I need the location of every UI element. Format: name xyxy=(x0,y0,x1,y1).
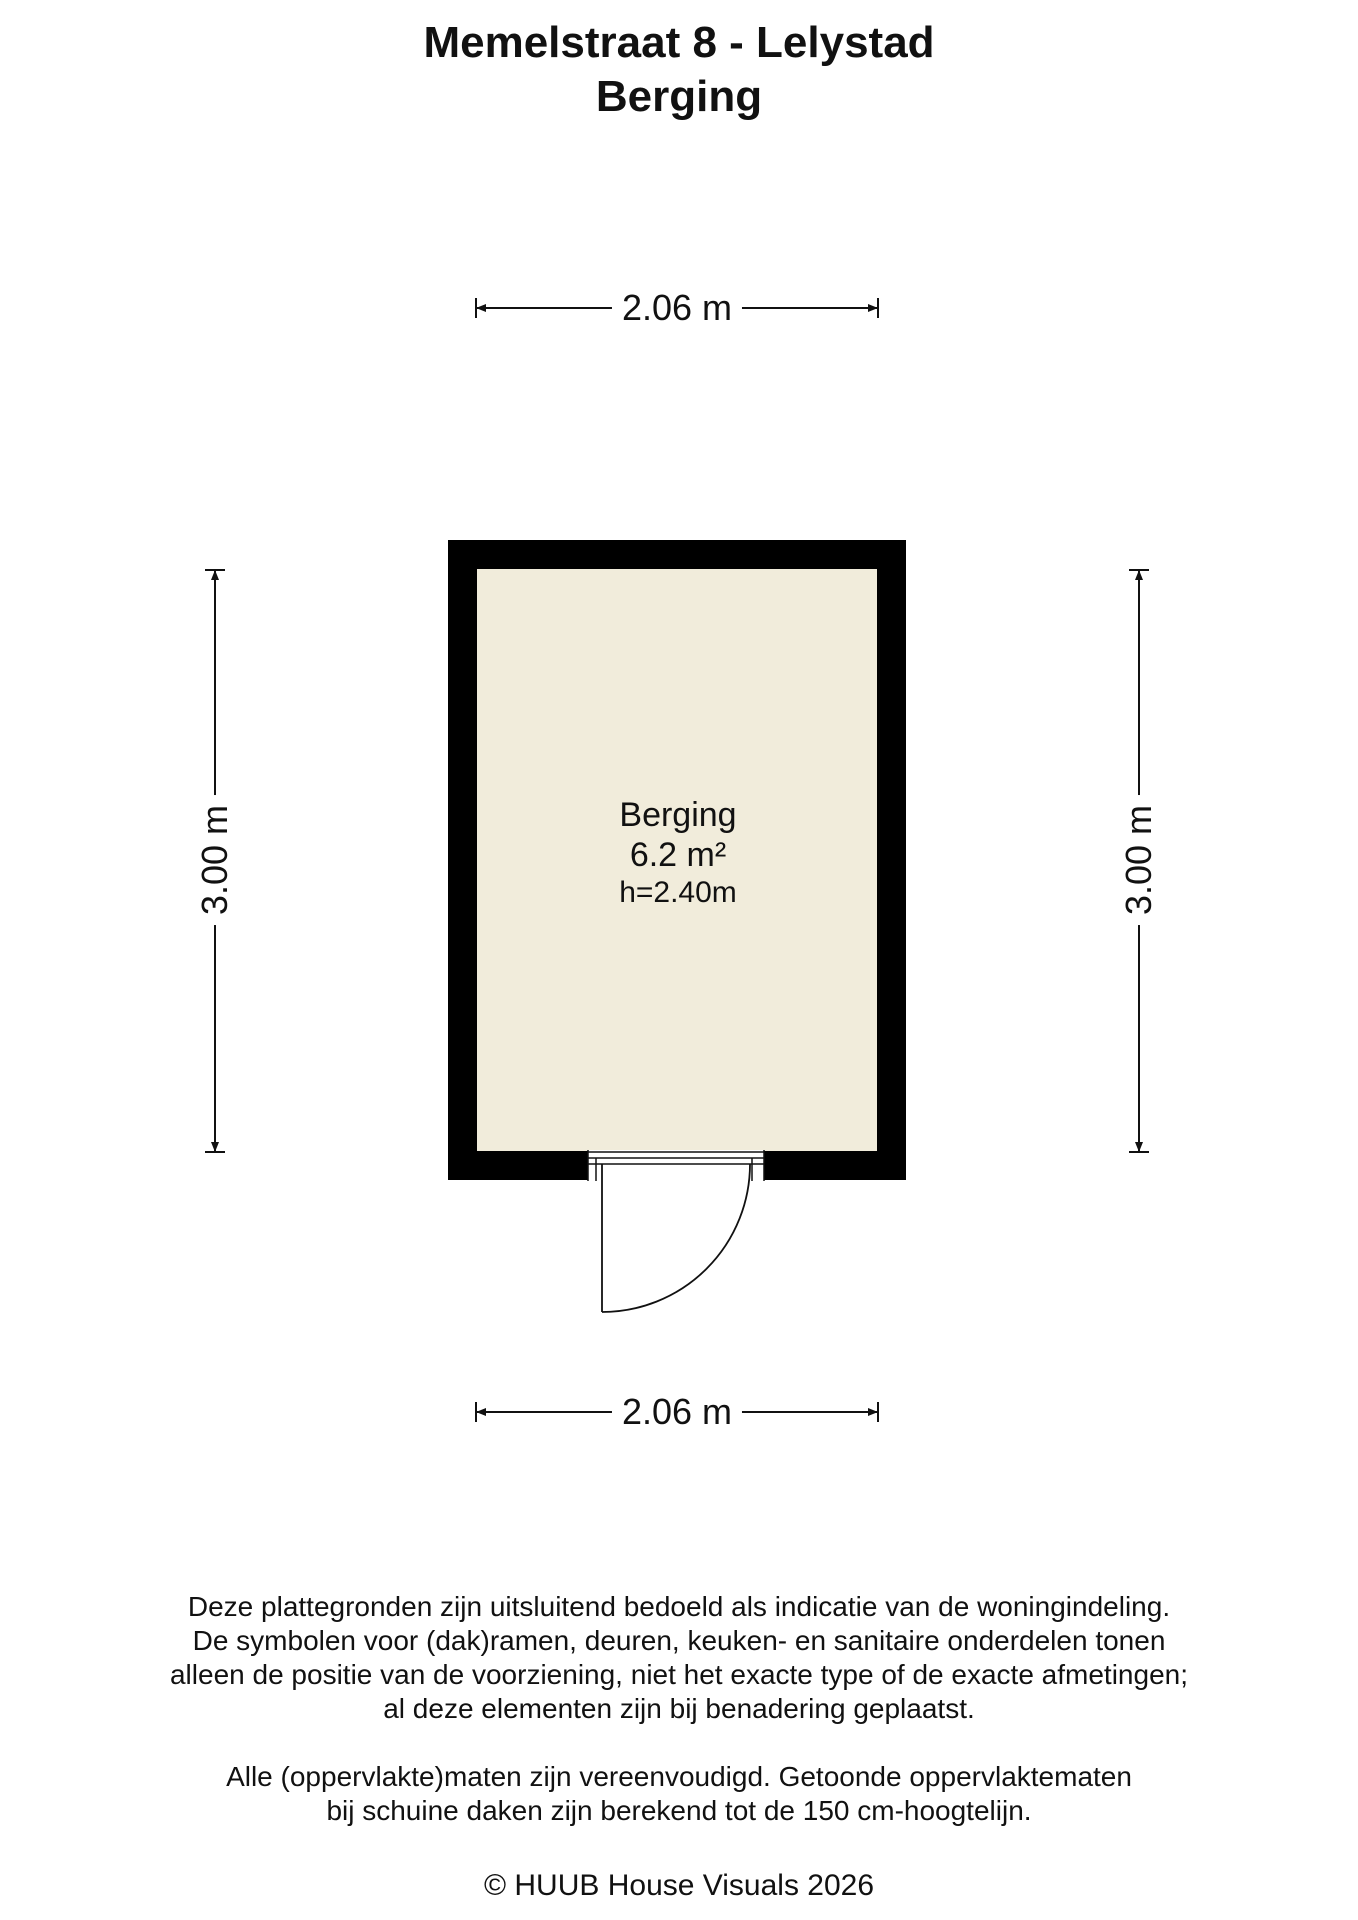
bottom-dimension-label: 2.06 m xyxy=(612,1392,742,1432)
copyright: © HUUB House Visuals 2026 xyxy=(483,1869,875,1902)
disclaimer-line: alleen de positie van de voorziening, niet het exacte type of de exacte afmetingen; xyxy=(169,1659,1188,1690)
disclaimer-line: Deze plattegronden zijn uitsluitend bedoeld als indicatie van de woningindeling. xyxy=(187,1591,1171,1622)
disclaimer-line: bij schuine daken zijn berekend tot de 150 cm-hoogtelijn. xyxy=(326,1795,1032,1826)
disclaimer xyxy=(0,1590,1358,1828)
left-dimension-label: 3.00 m xyxy=(195,795,235,925)
disclaimer-line: De symbolen voor (dak)ramen, deuren, keuken- en sanitaire onderdelen tonen xyxy=(192,1625,1166,1656)
disclaimer-line: al deze elementen zijn bij benadering geplaatst. xyxy=(383,1693,975,1724)
address-title: Memelstraat 8 - Lelystad xyxy=(423,18,935,67)
door-swing xyxy=(602,1164,750,1312)
top-dimension-label: 2.06 m xyxy=(612,288,742,328)
room-area: 6.2 m² xyxy=(629,836,727,874)
right-dimension-label: 3.00 m xyxy=(1119,795,1159,925)
room-label-group xyxy=(478,795,878,911)
room-height: h=2.40m xyxy=(619,876,737,909)
floor-title: Berging xyxy=(595,72,763,121)
disclaimer-line: Alle (oppervlakte)maten zijn vereenvoudigd. Getoonde oppervlaktematen xyxy=(226,1761,1132,1792)
room-name: Berging xyxy=(619,796,737,834)
door-opening xyxy=(588,1150,764,1181)
